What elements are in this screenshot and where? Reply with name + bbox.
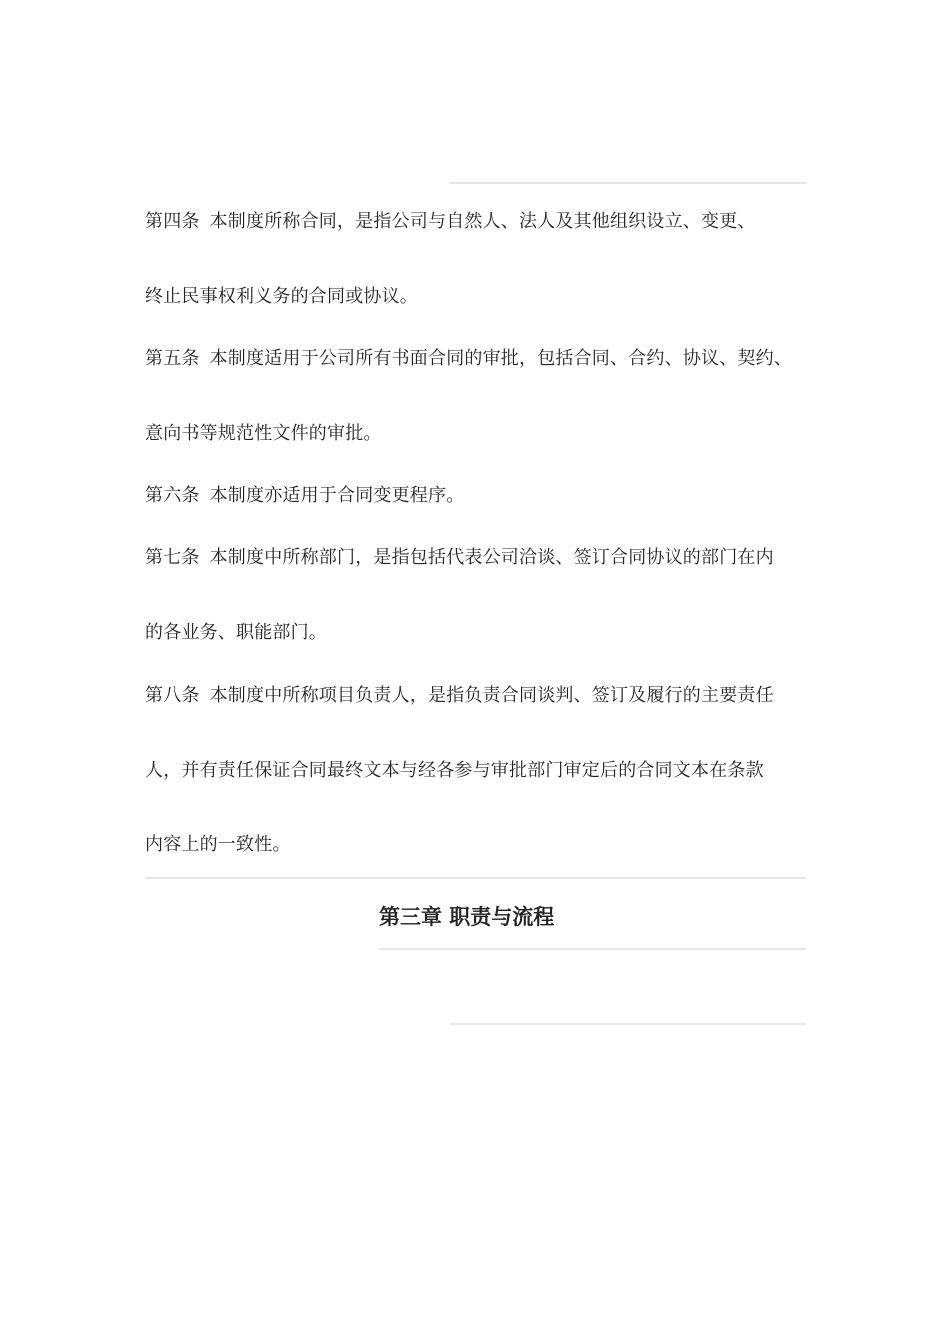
article-5-line-2 <box>145 422 382 446</box>
article-text: 本制度适用于公司所有书面合同的审批，包括合同、合约、协议、契约、 <box>209 348 793 369</box>
article-text: 终止民事权利义务的合同或协议。 <box>145 286 418 307</box>
article-6-line-1 <box>145 484 464 508</box>
bottom-divider <box>450 1023 806 1025</box>
article-text: 本制度所称合同，是指公司与自然人、法人及其他组织设立、变更、 <box>209 211 756 232</box>
article-8-line-3 <box>145 833 291 857</box>
article-text: 本制度中所称项目负责人，是指负责合同谈判、签订及履行的主要责任 <box>209 685 774 706</box>
top-divider <box>450 182 806 184</box>
article-number: 第五条 <box>145 348 200 369</box>
article-number: 第四条 <box>145 211 200 232</box>
article-text: 人，并有责任保证合同最终文本与经各参与审批部门审定后的合同文本在条款 <box>145 760 764 781</box>
article-4-line-1 <box>145 210 756 234</box>
article-text: 意向书等规范性文件的审批。 <box>145 423 382 444</box>
article-5-line-1 <box>145 347 792 371</box>
article-text: 的各业务、职能部门。 <box>145 622 327 643</box>
article-8-line-2 <box>145 759 764 783</box>
heading-underline <box>379 948 806 950</box>
chapter-heading: 第三章 职责与流程 <box>379 905 555 929</box>
article-8-line-1 <box>145 684 774 708</box>
article-7-line-2 <box>145 621 327 645</box>
article-number: 第八条 <box>145 685 200 706</box>
section-divider <box>145 877 806 879</box>
article-number: 第七条 <box>145 547 200 568</box>
article-number: 第六条 <box>145 485 200 506</box>
article-7-line-1 <box>145 546 774 570</box>
article-text: 本制度中所称部门，是指包括代表公司洽谈、签订合同协议的部门在内 <box>209 547 774 568</box>
article-text: 内容上的一致性。 <box>145 834 291 855</box>
article-text: 本制度亦适用于合同变更程序。 <box>209 485 465 506</box>
article-4-line-2 <box>145 285 418 309</box>
